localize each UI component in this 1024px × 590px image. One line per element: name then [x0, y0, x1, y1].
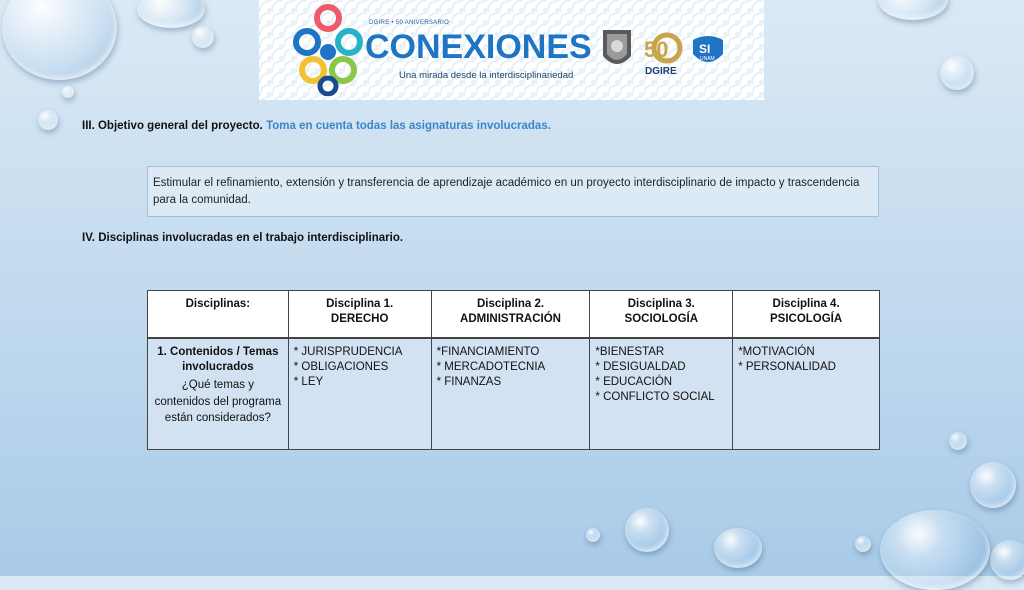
header-disciplinas: Disciplinas: — [148, 291, 289, 339]
header-disciplina-4: Disciplina 4. PSICOLOGÍA — [733, 291, 880, 339]
unam-seal-icon — [599, 26, 635, 74]
table-header-row — [148, 291, 880, 339]
water-drop-decoration — [855, 536, 871, 552]
table-row — [148, 338, 880, 450]
dgire-logo-number: 50 — [644, 37, 669, 62]
cell-derecho — [288, 338, 431, 450]
si-logo-label: SI — [699, 42, 711, 56]
objective-text-box: Estimular el refinamiento, extensión y transferencia de aprendizaje académico en un proyecto interdisciplinario de impacto y trascendencia para la comunidad. — [147, 166, 879, 217]
list-item: * EDUCACIÓN — [595, 376, 673, 388]
list-item: *BIENESTAR — [595, 346, 665, 358]
banner-tagline: DGIRE • 50 ANIVERSARIO — [369, 20, 450, 26]
section3-heading — [82, 120, 551, 132]
water-drop-decoration — [940, 56, 974, 90]
cell-psicologia — [733, 338, 880, 450]
row-label-contenidos — [148, 338, 289, 450]
water-drop-decoration — [38, 110, 58, 130]
header-disciplina-3: Disciplina 3. SOCIOLOGÍA — [590, 291, 733, 339]
water-drop-decoration — [949, 432, 967, 450]
dgire-logo-label: DGIRE — [645, 66, 677, 76]
cell-administracion — [431, 338, 590, 450]
disciplines-table — [147, 290, 880, 450]
water-drop-decoration — [137, 0, 205, 28]
water-drop-decoration — [192, 26, 214, 48]
water-drop-decoration — [2, 0, 117, 80]
section4-heading: IV. Disciplinas involucradas en el trabajo interdisciplinario. — [82, 232, 404, 244]
si-logo-sub: UNAM — [700, 56, 715, 62]
water-drop-decoration — [62, 86, 74, 98]
row-label-question: ¿Qué temas y contenidos del programa están considerados? — [154, 379, 282, 424]
water-drop-decoration — [625, 508, 669, 552]
list-item: * PERSONALIDAD — [738, 361, 836, 373]
section3-hint: Toma en cuenta todas las asignaturas involucradas. — [266, 120, 551, 132]
water-drop-decoration — [714, 528, 762, 568]
list-item: * MERCADOTECNIA — [436, 361, 546, 373]
list-item: *MOTIVACIÓN — [738, 346, 815, 358]
list-item: * CONFLICTO SOCIAL — [595, 391, 715, 403]
conexiones-logo-icon — [291, 4, 365, 96]
water-drop-decoration — [880, 510, 990, 590]
header-disciplina-2: Disciplina 2. ADMINISTRACIÓN — [431, 291, 590, 339]
list-item: * OBLIGACIONES — [293, 361, 389, 373]
water-drop-decoration — [586, 528, 600, 542]
row-label-title: 1. Contenidos / Temas involucrados — [157, 346, 279, 373]
water-drop-decoration — [878, 0, 948, 20]
banner-subtitle: Una mirada desde la interdisciplinariedad — [399, 70, 574, 81]
header-banner — [259, 0, 764, 100]
dgire-logo-icon — [641, 30, 685, 76]
banner-title: CONEXIONES — [365, 28, 592, 66]
si-unam-logo-icon — [689, 32, 727, 70]
water-drop-decoration — [970, 462, 1016, 508]
section3-title: III. Objetivo general del proyecto. — [82, 120, 263, 132]
cell-sociologia — [590, 338, 733, 450]
header-disciplina-1: Disciplina 1. DERECHO — [288, 291, 431, 339]
list-item: * FINANZAS — [436, 376, 502, 388]
list-item: * JURISPRUDENCIA — [293, 346, 403, 358]
list-item: * DESIGUALDAD — [595, 361, 686, 373]
list-item: * LEY — [293, 376, 324, 388]
list-item: *FINANCIAMIENTO — [436, 346, 540, 358]
water-drop-decoration — [990, 540, 1024, 580]
